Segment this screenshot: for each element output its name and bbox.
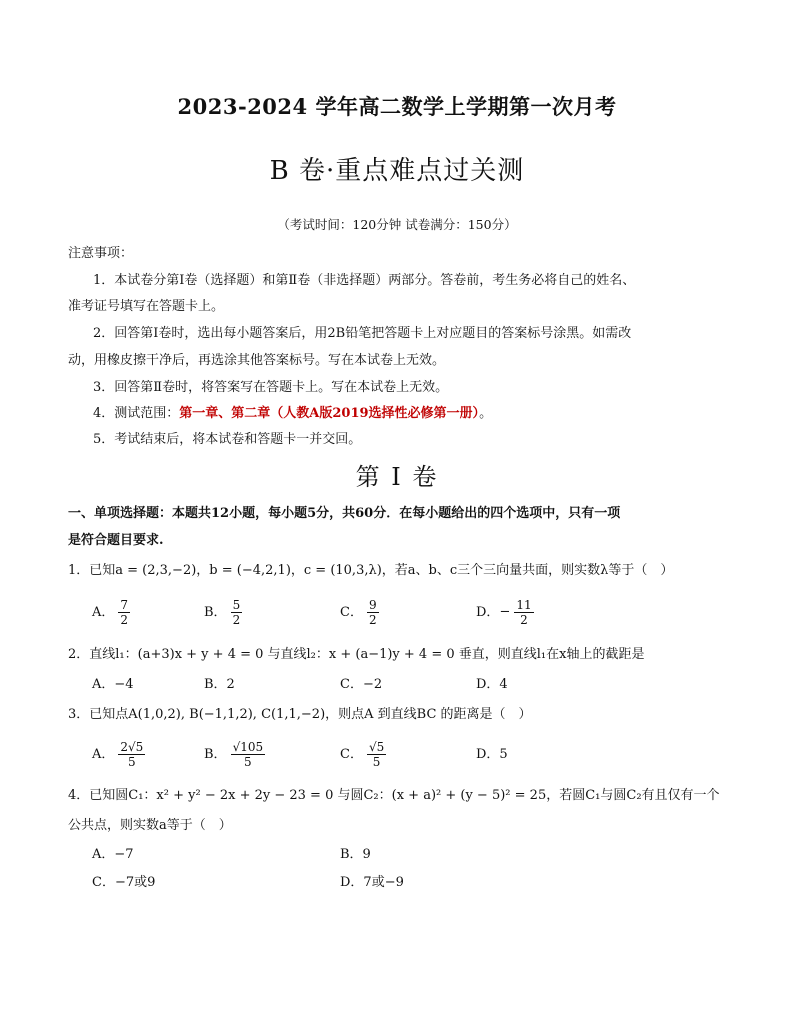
section-intro-line-1: 一、单项选择题：本题共12小题，每小题5分，共60分．在每小题给出的四个选项中，只有一项 (68, 506, 621, 521)
q3-option-b (204, 740, 265, 769)
note-item-2-line-1: 2．回答第Ⅰ卷时，选出每小题答案后，用2B铅笔把答题卡上对应题目的答案标号涂黑。如需改 (93, 326, 632, 341)
q1-a-numerator: 7 (120, 598, 129, 612)
q1-option-a-fraction (118, 598, 130, 627)
q1-option-d-label: D． (476, 605, 500, 620)
exam-info: （考试时间：120分钟 试卷满分：150分） (277, 217, 517, 232)
section-intro-line-2: 是符合题目要求. (68, 533, 164, 548)
notes-heading: 注意事项： (68, 246, 134, 261)
note-item-2-line-2: 动，用橡皮擦干净后，再选涂其他答案标号。写在本试卷上无效。 (68, 353, 446, 368)
q3-b-denominator: 5 (244, 755, 252, 769)
q1-option-a-label: A． (92, 605, 115, 620)
note-item-1-line-2: 准考证号填写在答题卡上。 (68, 299, 225, 314)
note-item-4 (93, 405, 492, 423)
q1-c-numerator: 9 (368, 598, 377, 612)
q1-b-numerator: 5 (232, 598, 241, 612)
q1-d-denominator: 2 (520, 613, 528, 627)
q4-option-b: B．9 (340, 847, 371, 862)
question-4-stem-line-2: 公共点，则实数a等于（ ） (68, 818, 232, 833)
exam-title: 2023-2024 学年高二数学上学期第一次月考 (177, 94, 617, 119)
q1-b-denominator: 2 (232, 613, 241, 627)
q4-option-a: A．−7 (92, 847, 134, 862)
q1-option-b-fraction (231, 598, 243, 627)
q1-option-c-fraction (367, 598, 379, 627)
note-item-5: 5．考试结束后，将本试卷和答题卡一并交回。 (93, 432, 362, 447)
question-1-stem: 1．已知a = (2,3,−2)，b = (−4,2,1)，c = (10,3,λ)，若a、b、c三个三向量共面，则实数λ等于（ ） (68, 563, 674, 578)
note-item-4-prefix: 4．测试范围： (93, 406, 180, 421)
q3-option-b-fraction (231, 740, 266, 769)
note-item-3: 3．回答第Ⅱ卷时，将答案写在答题卡上。写在本试卷上无效。 (93, 380, 449, 395)
q2-option-d: D．4 (476, 677, 508, 692)
section-title: 第 I 卷 (355, 463, 439, 491)
q4-option-d: D．7或−9 (340, 875, 404, 890)
q3-option-c-label: C． (340, 747, 363, 762)
q3-option-a-label: A． (92, 747, 115, 762)
note-item-1-line-1: 1．本试卷分第Ⅰ卷（选择题）和第Ⅱ卷（非选择题）两部分。答卷前，考生务必将自己的姓名、 (93, 273, 636, 288)
question-4-stem-line-1: 4．已知圆C₁：x² + y² − 2x + 2y − 23 = 0 与圆C₂：(x + a)² + (y − 5)² = 25，若圆C₁与圆C₂有且仅有一个 (68, 788, 720, 803)
q3-c-numerator: √5 (368, 740, 385, 754)
q3-a-numerator: 2√5 (120, 740, 144, 754)
question-2-stem: 2．直线l₁：(a+3)x + y + 4 = 0 与直线l₂：x + (a−1)y + 4 = 0 垂直，则直线l₁在x轴上的截距是 (68, 647, 645, 662)
q1-c-denominator: 2 (368, 613, 377, 627)
test-scope: 第一章、第二章（人教A版2019选择性必修第一册） (179, 406, 480, 421)
q3-option-d: D．5 (476, 747, 508, 762)
q1-option-c-label: C． (340, 605, 363, 620)
question-3-stem: 3．已知点A(1,0,2), B(−1,1,2), C(1,1,−2)，则点A 到直线BC 的距离是（ ） (68, 707, 532, 722)
q1-d-sign: − (499, 604, 511, 620)
q1-option-a (92, 598, 130, 627)
q3-option-c (340, 740, 386, 769)
q3-c-denominator: 5 (372, 755, 381, 769)
q2-option-a: A．−4 (92, 677, 134, 692)
q1-a-denominator: 2 (120, 613, 129, 627)
exam-subtitle: B 卷·重点难点过关测 (269, 156, 525, 186)
q1-option-b-label: B． (204, 605, 227, 620)
q3-b-numerator: √105 (232, 740, 264, 754)
q2-option-c: C．−2 (340, 677, 383, 692)
note-item-4-suffix: 。 (479, 406, 493, 421)
q1-option-c (340, 598, 379, 627)
q2-option-b: B．2 (204, 677, 235, 692)
q1-option-d-fraction (514, 598, 533, 627)
q1-option-b (204, 598, 242, 627)
q3-option-a-fraction (118, 740, 145, 769)
q1-d-numerator: 11 (516, 598, 532, 612)
q3-option-b-label: B． (204, 747, 227, 762)
q3-a-denominator: 5 (128, 755, 136, 769)
q4-option-c: C．−7或9 (92, 875, 156, 890)
q3-option-a (92, 740, 145, 769)
q3-option-c-fraction (367, 740, 386, 769)
q1-option-d (476, 598, 534, 627)
